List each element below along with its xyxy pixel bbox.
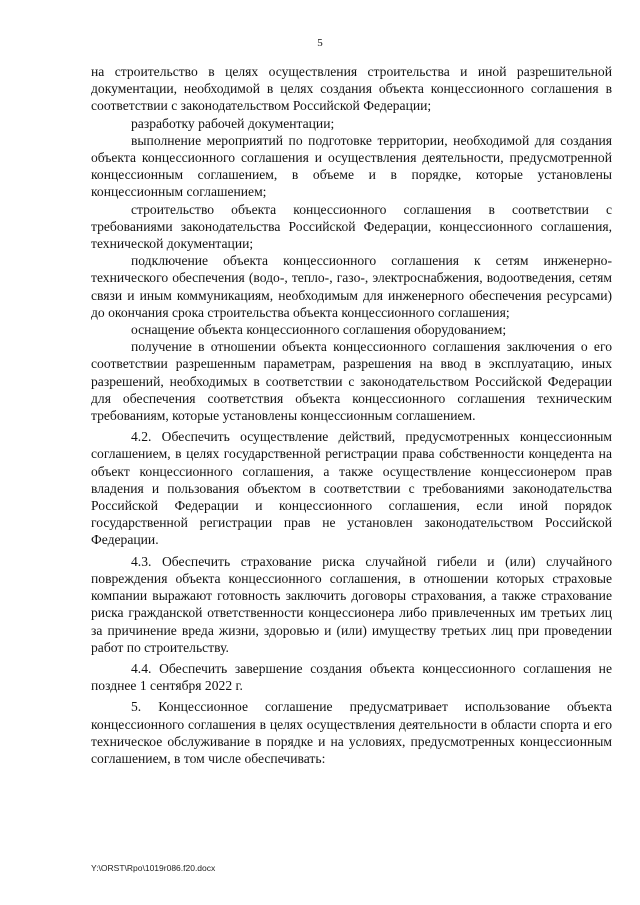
paragraph-utility-connection: подключение объекта концессионного соглашения к сетям инженерно-технического обеспечения (водо-, тепло-, газо-, электроснабжения, водоотведения, сетям связи и иным коммуникациям, необходимым для инженерного обеспечения ресурсами) до окончания срока строительства объекта концессионного соглашения; bbox=[91, 253, 612, 320]
file-path-footer: Y:\ORST\Rpo\1019r086.f20.docx bbox=[91, 863, 216, 873]
paragraph-commissioning-permits: получение в отношении объекта концессионного соглашения заключения о его соответствии разрешенным параметрам, разрешения на ввод в эксплуатацию, иных разрешений, необходимых в соответствии с законодательством Российской Федерации для обеспечения соответствия объекта концессионного соглашения техническим требованиям, которые установлены концессионным соглашением. bbox=[91, 339, 612, 424]
paragraph-territory-preparation: выполнение мероприятий по подготовке территории, необходимой для создания объекта концессионного соглашения и осуществления деятельности, предусмотренной концессионным соглашением, в объеме и в порядке, которые установлены концессионным соглашением; bbox=[91, 132, 612, 200]
paragraph-5-usage: 5. Концессионное соглашение предусматривает использование объекта концессионного соглашения в целях осуществления деятельности в области спорта и его техническое обслуживание в порядке и на условиях, предусмотренных концессионным соглашением, в том числе обеспечивать: bbox=[91, 699, 612, 766]
paragraph-4-2-registration: 4.2. Обеспечить осуществление действий, предусмотренных концессионным соглашением, в целях государственной регистрации права собственности концедента на объект концессионного соглашения, а также осуществление концессионером прав владения и пользования объектом в соответствии с требованиями законодательства Российской Федерации и концессионного соглашения, если иной порядок государственной регистрации прав не установлен законодательством Российской Федерации. bbox=[91, 429, 612, 548]
paragraph-4-3-insurance: 4.3. Обеспечить страхование риска случайной гибели и (или) случайного повреждения объекта концессионного соглашения, в отношении которых страховые компании выражают готовность заключить договоры страхования, а также страхование риска гражданской ответственности концессионера либо привлеченных им третьих лиц за причинение вреда жизни, здоровью и (или) имуществу третьих лиц при проведении работ по строительству. bbox=[91, 553, 612, 655]
paragraph-construction: строительство объекта концессионного соглашения в соответствии с требованиями законодательства Российской Федерации, концессионного соглашения, технической документации; bbox=[91, 201, 612, 252]
paragraph-4-4-deadline: 4.4. Обеспечить завершение создания объекта концессионного соглашения не позднее 1 сентября 2022 г. bbox=[91, 660, 612, 694]
paragraph-equipment: оснащение объекта концессионного соглашения оборудованием; bbox=[131, 322, 507, 338]
document-body bbox=[91, 63, 612, 767]
page-number: 5 bbox=[317, 37, 323, 49]
paragraph-working-documentation: разработку рабочей документации; bbox=[131, 115, 335, 131]
paragraph-permits-continuation: на строительство в целях осуществления строительства и иной разрешительной документации, необходимой в целях создания объекта концессионного соглашения в соответствии с законодательством Российской Федерации; bbox=[91, 64, 612, 114]
